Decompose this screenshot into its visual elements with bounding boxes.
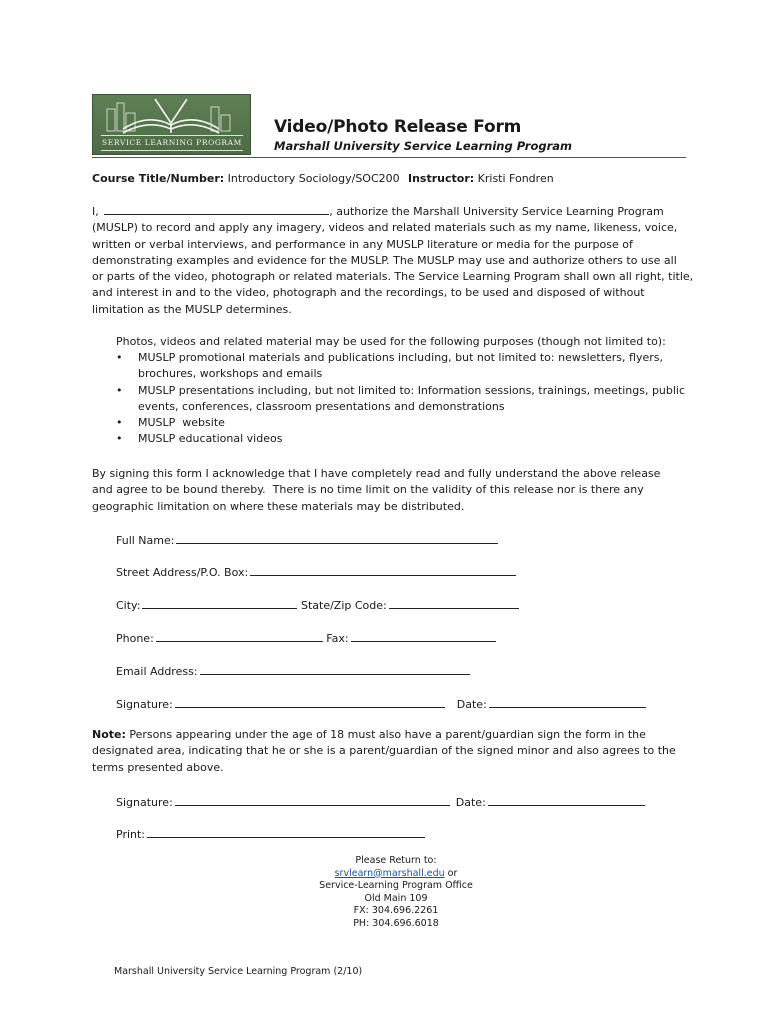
- note-line: designated area, indicating that he or she is a parent/guardian of the signed minor and also agrees to the: [92, 744, 676, 758]
- street-field[interactable]: [250, 564, 516, 576]
- authorize-line: , authorize the Marshall University Service Learning Program: [329, 205, 664, 218]
- authorize-line: written or verbal interviews, and performance in any MUSLP literature or media for the purpose of: [92, 237, 633, 251]
- logo-text: SERVICE LEARNING PROGRAM: [101, 135, 243, 151]
- instructor: Instructor: Kristi Fondren: [408, 172, 554, 185]
- guardian-date-field[interactable]: [488, 794, 645, 806]
- course-value: Introductory Sociology/SOC200: [227, 172, 400, 185]
- instructor-value: Kristi Fondren: [477, 172, 554, 185]
- authorize-line: (MUSLP) to record and apply any imagery, videos and related materials such as my name, likeness, voice,: [92, 221, 678, 235]
- return-building: Old Main 109: [364, 892, 428, 904]
- authorize-line: limitation as the MUSLP determines.: [92, 302, 292, 316]
- list-item-text: brochures, workshops and emails: [138, 367, 323, 381]
- acknowledge-line: and agree to be bound thereby. There is no time limit on the validity of this release nor is there any: [92, 483, 644, 497]
- course-title: Course Title/Number: Introductory Sociology/SOC200: [92, 172, 400, 185]
- return-or: or: [444, 867, 458, 879]
- authorize-line: or parts of the video, photograph or related materials. The Service Learning Program shall own all right, title,: [92, 270, 694, 284]
- note-line: terms presented above.: [92, 760, 224, 774]
- full-name-row: [116, 532, 498, 547]
- list-item-text: MUSLP educational videos: [138, 432, 283, 446]
- phone-label: Phone:: [116, 632, 154, 645]
- print-label: Print:: [116, 828, 146, 841]
- return-heading: Please Return to:: [355, 855, 437, 866]
- signature-field[interactable]: [175, 696, 445, 708]
- state-zip-field[interactable]: [389, 597, 519, 609]
- return-fax: FX: 304.696.2261: [353, 905, 439, 917]
- signature-label: Signature:: [116, 698, 173, 711]
- print-row: [116, 826, 425, 841]
- print-field[interactable]: [147, 826, 425, 838]
- phone-field[interactable]: [156, 630, 323, 642]
- footer-text: Marshall University Service Learning Program (2/10): [114, 966, 363, 977]
- return-email-link[interactable]: srvlearn@marshall.edu: [334, 867, 445, 879]
- list-item-text: MUSLP promotional materials and publications including, but not limited to: newsletters, flyers,: [138, 351, 663, 364]
- fax-field[interactable]: [351, 630, 496, 642]
- list-item: [116, 415, 686, 431]
- return-office: Service-Learning Program Office: [319, 880, 473, 892]
- note-line: Persons appearing under the age of 18 must also have a parent/guardian sign the form in the: [125, 728, 646, 741]
- authorization-paragraph: [92, 203, 694, 318]
- instructor-label: Instructor: [408, 172, 470, 185]
- name-blank[interactable]: [104, 203, 329, 215]
- email-row: [116, 663, 470, 678]
- acknowledge-line: By signing this form I acknowledge that I have completely read and fully understand the above release: [92, 467, 661, 480]
- list-item: [116, 383, 686, 416]
- guardian-signature-label: Signature:: [116, 796, 173, 809]
- guardian-signature-row: [116, 794, 645, 809]
- city-row: [116, 597, 519, 612]
- full-name-field[interactable]: [176, 532, 498, 544]
- bullet-icon: •: [116, 383, 123, 397]
- signature-row: [116, 696, 646, 711]
- acknowledgement-paragraph: [92, 466, 686, 515]
- date-field[interactable]: [489, 696, 646, 708]
- purposes-intro: Photos, videos and related material may be used for the following purposes (though not limited to):: [116, 335, 666, 348]
- list-item: [116, 431, 686, 447]
- full-name-label: Full Name:: [116, 534, 175, 547]
- street-label: Street Address/P.O. Box:: [116, 566, 249, 579]
- city-label: City:: [116, 599, 141, 612]
- acknowledge-line: geographic limitation on where these materials may be distributed.: [92, 499, 465, 513]
- note-paragraph: [92, 727, 686, 776]
- purposes-list: [116, 350, 686, 448]
- authorize-line: and interest in and to the video, photograph and the recordings, to be used and disposed of without: [92, 286, 645, 300]
- bullet-icon: •: [116, 416, 123, 430]
- phone-row: [116, 630, 496, 645]
- state-zip-label: State/Zip Code:: [300, 599, 387, 612]
- authorize-line: demonstrating examples and evidence for the MUSLP. The MUSLP may use and authorize others to use all: [92, 253, 677, 267]
- date-label: Date:: [456, 698, 487, 711]
- list-item-text: MUSLP website: [138, 416, 225, 430]
- fax-label: Fax:: [326, 632, 349, 645]
- return-phone: PH: 304.696.6018: [353, 917, 439, 929]
- authorize-prefix: I,: [92, 205, 99, 218]
- list-item: [116, 350, 686, 383]
- note-label: Note:: [92, 728, 126, 741]
- list-item-text: MUSLP presentations including, but not limited to: Information sessions, trainings, meetings, public: [138, 383, 686, 397]
- street-row: [116, 564, 516, 579]
- email-label: Email Address:: [116, 665, 198, 678]
- list-item-text: events, conferences, classroom presentations and demonstrations: [138, 399, 505, 413]
- return-info: [290, 855, 502, 931]
- bullet-icon: •: [116, 432, 123, 446]
- form-title: Video/Photo Release Form: [274, 117, 522, 137]
- bullet-icon: •: [116, 351, 123, 364]
- form-subtitle: Marshall University Service Learning Program: [274, 139, 572, 153]
- email-field[interactable]: [200, 663, 470, 675]
- course-label: Course Title/Number: [92, 172, 220, 185]
- guardian-signature-field[interactable]: [175, 794, 450, 806]
- service-learning-logo: [92, 94, 251, 155]
- city-field[interactable]: [142, 597, 297, 609]
- guardian-date-label: Date:: [455, 796, 486, 809]
- header-divider: [92, 157, 686, 158]
